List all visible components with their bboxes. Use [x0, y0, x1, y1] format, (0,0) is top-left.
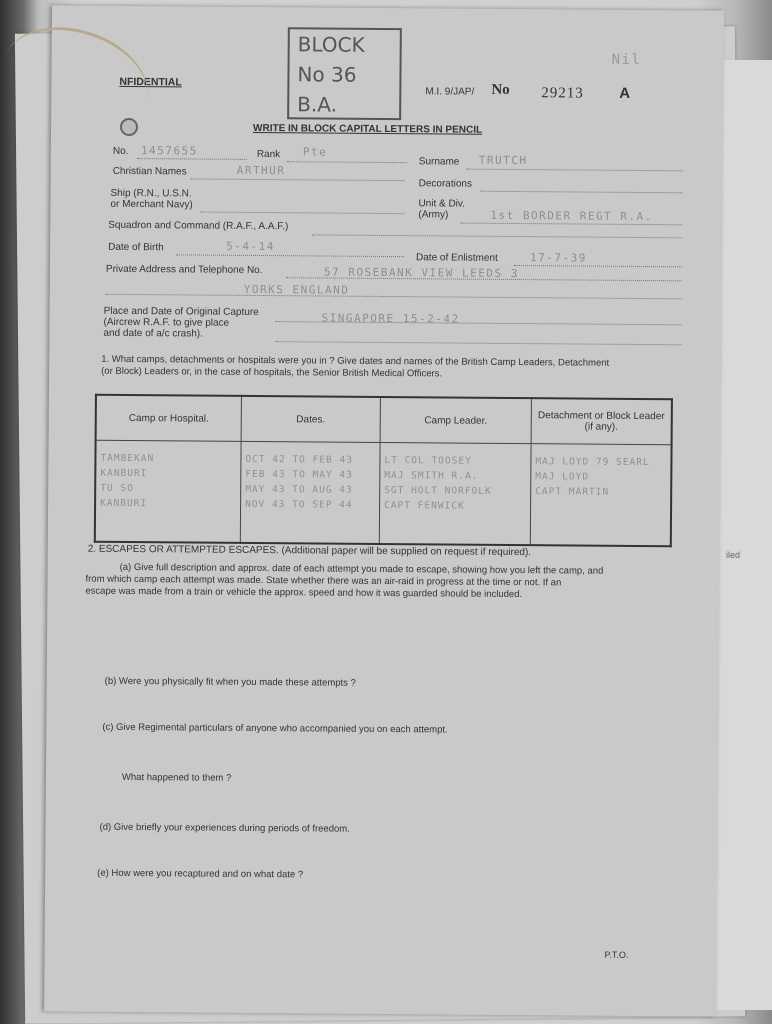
capture-label: and date of a/c crash).	[103, 327, 203, 340]
no-label: No.	[112, 145, 129, 157]
q2a-text: escape was made from a train or vehicle the approx. speed and how it was guarded should be included.	[85, 585, 523, 601]
q2c-text: (c) Give Regimental particulars of anyone who accompanied you on each attempt.	[102, 721, 448, 736]
instruction-heading: WRITE IN BLOCK CAPITAL LETTERS IN PENCIL	[253, 122, 483, 136]
surname-value: TRUTCH	[478, 153, 528, 168]
camp-dates: NOV 43 TO SEP 44	[245, 498, 353, 511]
rule	[514, 265, 682, 267]
camp-leader: CAPT FENWICK	[384, 499, 465, 512]
confidential-label: NFIDENTIAL	[119, 75, 182, 89]
nil-note: Nil	[611, 51, 642, 68]
rule	[200, 212, 404, 215]
document-page	[44, 5, 724, 1016]
surname-label: Surname	[418, 156, 460, 168]
camp-leader: MAJ SMITH R.A.	[384, 469, 479, 482]
camp-cell	[95, 440, 241, 543]
table-header-row	[96, 395, 672, 445]
unit-label: Unit & Div.	[418, 198, 466, 210]
camp-dates: MAY 43 TO AUG 43	[245, 483, 353, 496]
stamp-line: BLOCK	[297, 32, 365, 57]
rule	[176, 254, 404, 257]
side-note: iled	[726, 550, 741, 560]
capture-value: SINGAPORE 15-2-42	[321, 311, 460, 326]
dob-label: Date of Birth	[108, 241, 164, 254]
squadron-label: Squadron and Command (R.A.F., A.A.F.)	[108, 219, 289, 233]
rule	[287, 161, 407, 163]
camp-leader: LT COL TOOSEY	[384, 454, 472, 467]
enlistment-label: Date of Enlistment	[415, 252, 498, 264]
serial-suffix: A	[619, 84, 631, 102]
address-label: Private Address and Telephone No.	[105, 263, 263, 277]
leader-cell	[379, 442, 531, 545]
detachment-leader: MAJ LOYD	[535, 471, 590, 483]
rule	[312, 234, 682, 238]
enlistment-value: 17-7-39	[529, 251, 587, 265]
camp-dates: FEB 43 TO MAY 43	[245, 468, 353, 481]
unit-value: 1st BORDER REGT R.A.	[490, 208, 653, 224]
capture-label: Place and Date of Original Capture	[103, 305, 259, 318]
unit-label: (Army)	[418, 209, 449, 221]
address-value: 57 ROSEBANK VIEW LEEDS 3	[323, 265, 519, 281]
serial-number: 29213	[541, 85, 584, 102]
ship-label: or Merchant Navy)	[110, 198, 193, 211]
column-header: Detachment or Block Leader (if any).	[531, 398, 672, 445]
detachment-leader: CAPT MARTIN	[535, 486, 610, 498]
rule	[191, 178, 405, 181]
address-value: YORKS ENGLAND	[243, 282, 350, 297]
detachment-leader: MAJ LOYD 79 SEARL	[535, 456, 650, 469]
detachment-cell	[530, 444, 671, 547]
block-stamp	[287, 27, 402, 120]
camp-name: KANBURI	[100, 467, 148, 480]
stamp-line: B.A.	[297, 92, 338, 117]
tag-eyelet	[120, 118, 138, 136]
q2a-text: from which camp each attempt was made. State whether there was an air-raid in progress at the time or not. If an	[85, 573, 562, 589]
rule	[481, 191, 683, 194]
ship-label: Ship (R.N., U.S.N.	[110, 187, 192, 200]
camp-leader: SGT HOLT NORFOLK	[384, 484, 492, 497]
camp-dates: OCT 42 TO FEB 43	[245, 453, 354, 466]
camp-name: TAMBEKAN	[100, 452, 155, 465]
table-row	[95, 440, 672, 546]
q2b-text: (b) Were you physically fit when you made these attempts ?	[104, 675, 356, 689]
camps-table	[94, 394, 673, 548]
rank-value: Pte	[302, 145, 328, 159]
rule	[286, 277, 682, 281]
column-header: Camp or Hospital.	[96, 395, 242, 442]
q2e-text: (e) How were you recaptured and on what date ?	[97, 867, 304, 881]
q1-text: (or Block) Leaders or, in the case of hospitals, the Senior British Medical Officers.	[101, 365, 443, 380]
column-header: Camp Leader.	[380, 397, 531, 444]
decorations-label: Decorations	[418, 178, 473, 190]
camp-name: KANBURI	[100, 497, 148, 510]
rule	[137, 158, 247, 160]
service-number: 1457655	[140, 144, 198, 158]
rule	[467, 169, 683, 172]
q2a-text: (a) Give full description and approx. date of each attempt you made to escape, showing how you left the camp, and	[119, 561, 604, 577]
q2-title: 2. ESCAPES OR ATTEMPTED ESCAPES. (Additional paper will be supplied on request if required).	[87, 543, 532, 559]
q1-text: 1. What camps, detachments or hospitals were you in ? Give dates and names of the British Camp Leaders, Detachment	[101, 353, 610, 369]
number-label: No	[491, 81, 510, 98]
pto-note: P.T.O.	[604, 949, 629, 960]
capture-label: (Aircrew R.A.F. to give place	[103, 316, 230, 329]
camp-name: TU SO	[100, 482, 134, 495]
ref-code: M.I. 9/JAP/	[425, 86, 475, 98]
column-header: Dates.	[241, 396, 380, 443]
dob-value: 5-4-14	[226, 239, 275, 254]
stamp-line: No 36	[297, 62, 357, 87]
q2d-text: (d) Give briefly your experiences during periods of freedom.	[99, 821, 350, 835]
christian-names-label: Christian Names	[112, 165, 187, 178]
christian-names-value: ARTHUR	[236, 163, 286, 178]
q2c-followup: What happened to them ?	[121, 771, 232, 784]
rule	[275, 341, 681, 345]
rank-label: Rank	[256, 148, 281, 161]
dates-cell	[240, 441, 380, 544]
rule	[106, 294, 682, 300]
